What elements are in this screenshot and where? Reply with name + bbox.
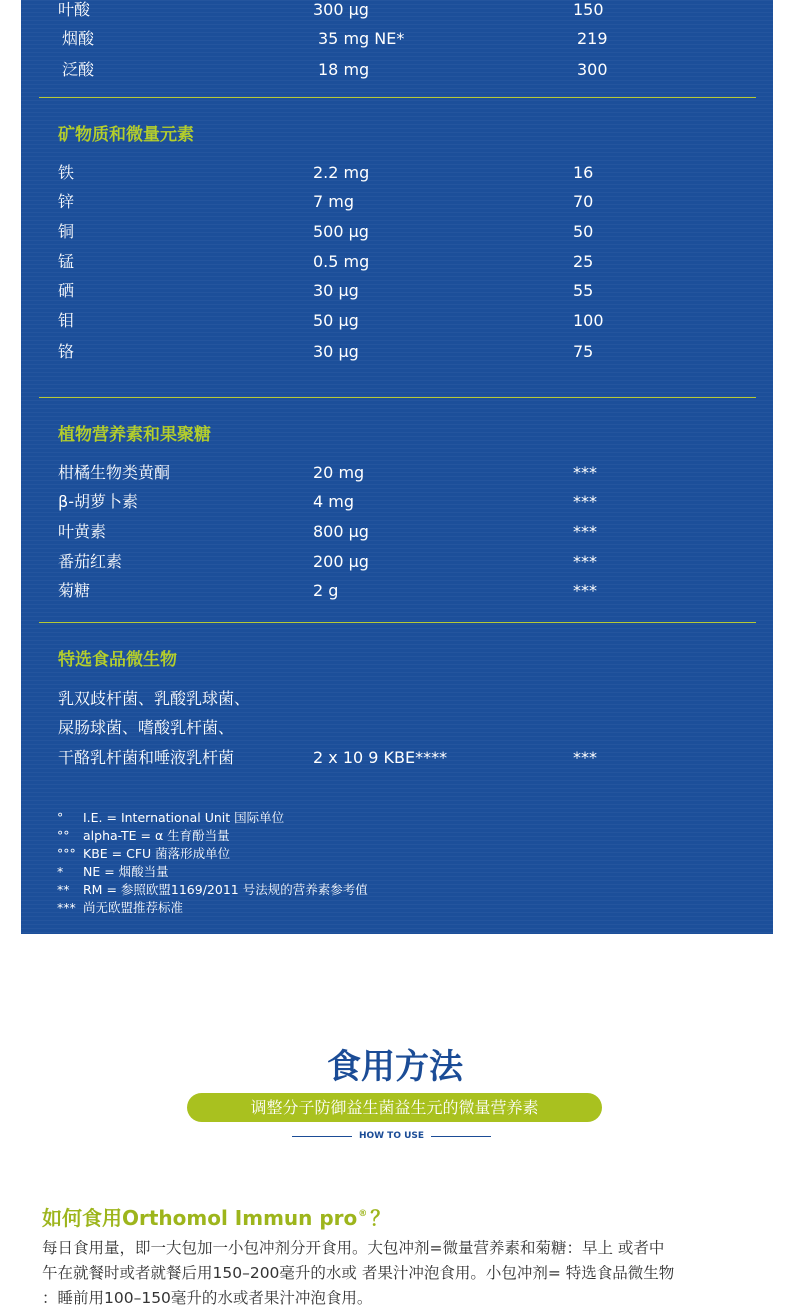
- nutrient-name: 铁: [58, 163, 75, 182]
- nutrient-reference: 50: [573, 222, 594, 241]
- nutrient-amount: 30 µg: [313, 342, 359, 361]
- nutrient-reference: ***: [573, 748, 597, 767]
- nutrient-amount: 500 µg: [313, 222, 369, 241]
- nutrient-amount: 200 µg: [313, 552, 369, 571]
- footnote-mark: °°°: [57, 846, 76, 861]
- footnote: [57, 845, 230, 863]
- nutrient-reference: 100: [573, 311, 604, 330]
- nutrient-reference: ***: [573, 581, 597, 600]
- minerals-section-title: 矿物质和微量元素: [58, 125, 194, 145]
- table-row: [21, 308, 773, 334]
- footnote-text: alpha-TE = α 生育酚当量: [83, 828, 230, 843]
- footnote-mark: **: [57, 882, 70, 897]
- registered-mark: ®: [358, 1209, 368, 1219]
- nutrient-reference: 75: [573, 342, 594, 361]
- section-divider: [39, 97, 756, 98]
- nutrient-name: 烟酸: [62, 29, 95, 48]
- footnote-mark: °: [57, 810, 64, 825]
- table-row: [21, 57, 773, 83]
- nutrient-amount: 300 µg: [313, 0, 369, 19]
- nutrient-reference: 16: [573, 163, 594, 182]
- nutrition-table-panel: [21, 0, 773, 934]
- footnote-text: NE = 烟酸当量: [83, 864, 169, 879]
- footnote-text: KBE = CFU 菌落形成单位: [83, 846, 231, 861]
- table-row: [21, 460, 773, 486]
- table-row: [21, 249, 773, 275]
- usage-question-mark: ？: [370, 1206, 391, 1230]
- nutrient-reference: 150: [573, 0, 604, 19]
- section-divider: [39, 622, 756, 623]
- nutrient-reference: 25: [573, 252, 594, 271]
- how-to-use-title: 食用方法: [327, 1047, 463, 1087]
- nutrient-name: 泛酸: [62, 60, 95, 79]
- table-row: [21, 339, 773, 365]
- footnote: [57, 809, 284, 827]
- nutrient-amount: 35 mg NE*: [318, 29, 405, 48]
- nutrient-name: 钼: [58, 311, 75, 330]
- how-to-use-banner: 调整分子防御益生菌益生元的微量营养素: [187, 1093, 602, 1122]
- nutrient-amount: 2 g: [313, 581, 339, 600]
- nutrient-amount: 2.2 mg: [313, 163, 370, 182]
- nutrient-amount: 30 µg: [313, 281, 359, 300]
- usage-line: 每日食用量，即一大包加一小包冲剂分开食用。大包冲剂=微量营养素和菊糖：早上 或者中: [42, 1239, 665, 1257]
- nutrient-reference: ***: [573, 463, 597, 482]
- footnote-text: 尚无欧盟推荐标准: [83, 900, 184, 915]
- subtitle-rule-right: [431, 1136, 491, 1137]
- nutrient-name: 铬: [58, 342, 75, 361]
- footnote-text: RM = 参照欧盟1169/2011 号法规的营养素参考值: [83, 882, 368, 897]
- nutrient-amount: 800 µg: [313, 522, 369, 541]
- footnote: [57, 827, 230, 845]
- nutrient-reference: 300: [577, 60, 608, 79]
- footnote-mark: ***: [57, 900, 76, 915]
- table-row: [21, 0, 773, 23]
- nutrient-amount: 20 mg: [313, 463, 365, 482]
- nutrient-name: β-胡萝卜素: [58, 492, 138, 511]
- micro-strains-line: 干酪乳杆菌和唾液乳杆菌: [58, 748, 235, 767]
- footnote: [57, 863, 169, 881]
- table-row: [21, 278, 773, 304]
- nutrient-amount: 4 mg: [313, 492, 355, 511]
- nutrient-name: 锌: [58, 192, 75, 211]
- nutrient-name: 菊糖: [58, 581, 91, 600]
- table-row: [21, 219, 773, 245]
- micro-strains-line: 屎肠球菌、嗜酸乳杆菌、: [58, 718, 235, 737]
- usage-line: ：睡前用100–150毫升的水或者果汁冲泡食用。: [42, 1289, 373, 1307]
- table-row: [21, 519, 773, 545]
- micro-section-title: 特选食品微生物: [58, 650, 177, 670]
- table-row: [21, 26, 773, 52]
- nutrient-amount: 7 mg: [313, 192, 355, 211]
- table-row: [21, 745, 773, 771]
- nutrient-amount: 18 mg: [318, 60, 370, 79]
- nutrient-reference: ***: [573, 522, 597, 541]
- table-row: [21, 189, 773, 215]
- nutrient-amount: 0.5 mg: [313, 252, 370, 271]
- nutrient-name: 叶黄素: [58, 522, 107, 541]
- usage-question-text: 如何食用Orthomol Immun pro: [42, 1206, 358, 1230]
- micro-strains-line: 乳双歧杆菌、乳酸乳球菌、: [58, 689, 251, 708]
- footnote: [57, 881, 368, 899]
- table-row: [21, 549, 773, 575]
- section-divider: [39, 397, 756, 398]
- nutrient-amount: 2 x 10 9 KBE****: [313, 748, 448, 767]
- nutrient-reference: 70: [573, 192, 594, 211]
- nutrient-reference: 55: [573, 281, 594, 300]
- table-row: [21, 160, 773, 186]
- nutrient-amount: 50 µg: [313, 311, 359, 330]
- nutrient-name: 铜: [58, 222, 75, 241]
- usage-line: 午在就餐时或者就餐后用150–200毫升的水或 者果汁冲泡食用。小包冲剂= 特选食品微生物: [42, 1264, 675, 1282]
- table-row: [21, 578, 773, 604]
- nutrient-reference: ***: [573, 552, 597, 571]
- nutrient-name: 锰: [58, 252, 75, 271]
- subtitle-text: HOW TO USE: [358, 1131, 425, 1141]
- how-to-use-subtitle: [292, 1128, 491, 1144]
- usage-question-heading: [42, 1200, 390, 1232]
- footnote-mark: *: [57, 864, 64, 879]
- phyto-section-title: 植物营养素和果聚糖: [58, 425, 211, 445]
- footnote: [57, 899, 183, 917]
- nutrient-reference: 219: [577, 29, 608, 48]
- table-row: [21, 489, 773, 515]
- nutrient-reference: ***: [573, 492, 597, 511]
- footnote-mark: °°: [57, 828, 70, 843]
- nutrient-name: 柑橘生物类黄酮: [58, 463, 171, 482]
- nutrient-name: 硒: [58, 281, 75, 300]
- footnote-text: I.E. = International Unit 国际单位: [83, 810, 285, 825]
- nutrient-name: 叶酸: [58, 0, 91, 19]
- nutrient-name: 番茄红素: [58, 552, 123, 571]
